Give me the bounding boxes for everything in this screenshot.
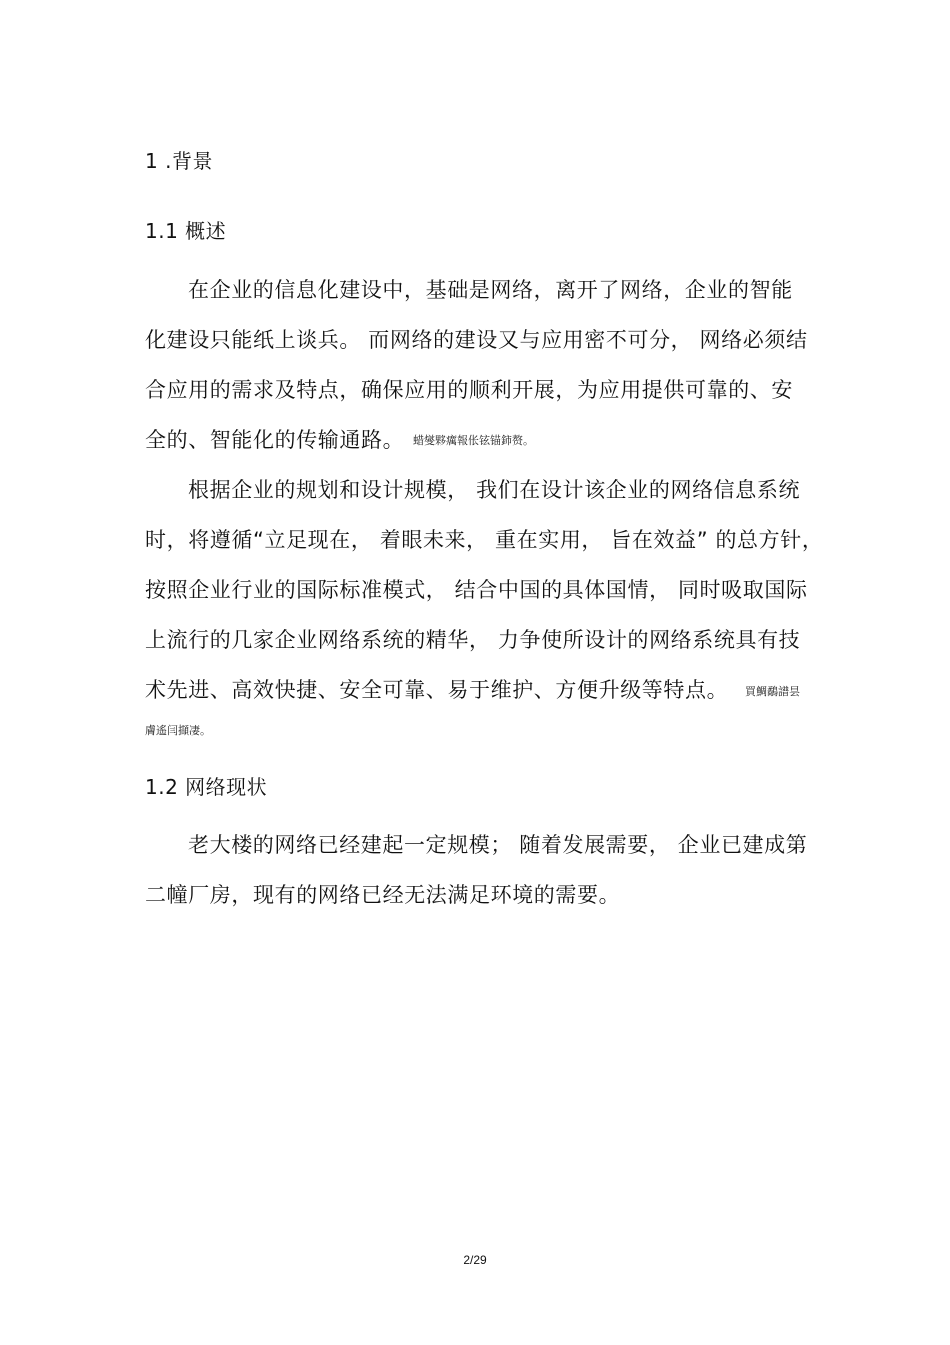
paragraph-line: 全的、智能化的传输通路。: [145, 428, 405, 452]
paragraph-line: 老大楼的网络已经建起一定规模； 随着发展需要， 企业已建成第: [188, 833, 808, 857]
paragraph-line: 时，将遵循“立足现在， 着眼未来， 重在实用， 旨在效益” 的总方针，: [145, 528, 824, 552]
paragraph-line: 上流行的几家企业网络系统的精华， 力争使所设计的网络系统具有技: [145, 628, 801, 652]
paragraph-line: 化建设只能纸上谈兵。 而网络的建设又与应用密不可分， 网络必须结: [145, 328, 808, 352]
paragraph-line: 合应用的需求及特点，确保应用的顺利开展，为应用提供可靠的、安: [145, 378, 793, 402]
section-heading-overview: 1.1 概述: [145, 219, 227, 243]
page-number: 2/29: [463, 1253, 487, 1267]
section-heading-background: 1 .背景: [145, 149, 213, 173]
paragraph-line: 按照企业行业的国际标准模式， 结合中国的具体国情， 同时吸取国际: [145, 578, 808, 602]
garbled-watermark-text: 膚遙闫擷凄。: [145, 724, 211, 737]
paragraph-line: 二幢厂房，现有的网络已经无法满足环境的需要。: [145, 883, 621, 907]
section-heading-network-status: 1.2 网络现状: [145, 775, 268, 799]
paragraph-line: 术先进、高效快捷、安全可靠、易于维护、方便升级等特点。: [145, 678, 729, 702]
paragraph-line: 根据企业的规划和设计规模， 我们在设计该企业的网络信息系统: [188, 478, 801, 502]
garbled-watermark-text: 蜡燮夥癘報伥铉锚鈰赘。: [413, 434, 534, 447]
paragraph-line: 在企业的信息化建设中，基础是网络，离开了网络，企业的智能: [188, 278, 793, 302]
garbled-watermark-text: 買鯛鷸譜昙: [745, 685, 800, 698]
